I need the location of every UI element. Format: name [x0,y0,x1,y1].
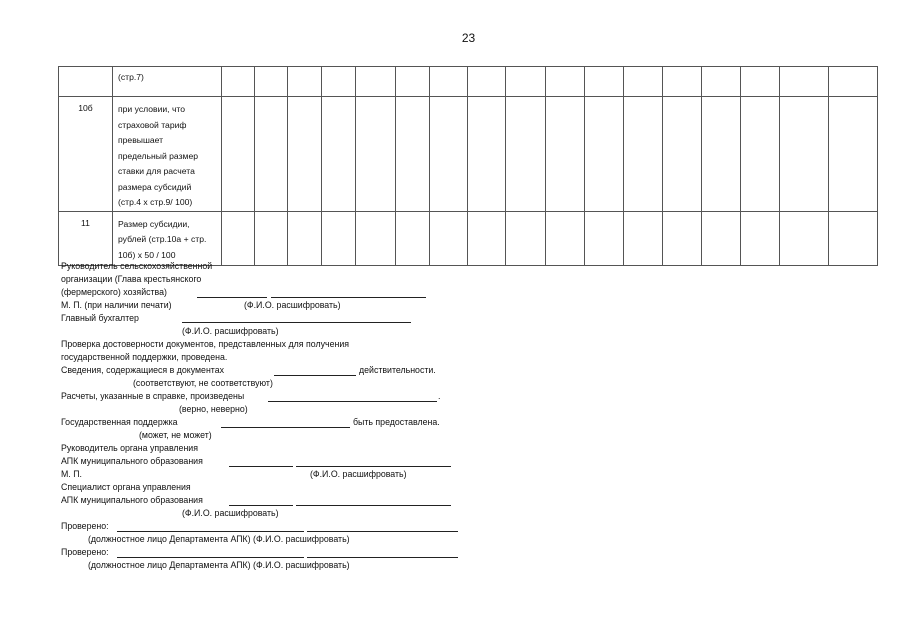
support-line[interactable] [221,427,350,428]
apk-head-fio-hint: (Ф.И.О. расшифровать) [310,469,407,479]
row-number: 10б [59,97,113,212]
head-label-2: организации (Глава крестьянского [61,274,202,284]
row-number: 11 [59,211,113,265]
head-signature-line[interactable] [197,297,267,298]
checked-name-line-2[interactable] [307,557,458,558]
subsidy-table [58,66,878,266]
page-number: 23 [461,31,476,45]
head-name-line[interactable] [271,297,426,298]
apk-head-label-2: АПК муниципального образования [61,456,203,466]
checked-hint-2: (должностное лицо Департамента АПК) (Ф.И.О. расшифровать) [88,560,350,570]
calc-line[interactable] [268,401,437,402]
head-stamp-label: М. П. (при наличии печати) [61,300,172,310]
apk-head-label-1: Руководитель органа управления [61,443,198,453]
checked-label-2: Проверено: [61,547,109,557]
row-text: при условии, что страховой тариф превышает предельный размер ставки для расчета размера субсидий (стр.4 x стр.9/ 100) [113,97,222,212]
row-number [59,67,113,97]
apk-head-signature-line[interactable] [229,466,293,467]
calc-prefix: Расчеты, указанные в справке, произведены [61,391,245,401]
info-suffix: действительности. [359,365,436,375]
specialist-name-line[interactable] [296,505,451,506]
info-hint: (соответствуют, не соответствуют) [133,378,273,388]
head-label-3: (фермерского) хозяйства) [61,287,167,297]
specialist-signature-line[interactable] [229,505,293,506]
apk-stamp-label: М. П. [61,469,82,479]
accountant-label: Главный бухгалтер [61,313,139,323]
support-suffix: быть предоставлена. [353,417,440,427]
checked-name-line-1[interactable] [307,531,458,532]
row-text: (стр.7) [113,67,222,97]
info-line[interactable] [274,375,356,376]
calc-suffix: . [438,391,441,401]
table-row [59,67,878,97]
apk-head-name-line[interactable] [296,466,451,467]
checked-label-1: Проверено: [61,521,109,531]
support-hint: (может, не может) [139,430,212,440]
table-row [59,97,878,212]
table-row [59,211,878,265]
accountant-fio-hint: (Ф.И.О. расшифровать) [182,326,279,336]
check-text-2: государственной поддержки, проведена. [61,352,228,362]
calc-hint: (верно, неверно) [179,404,248,414]
head-fio-hint: (Ф.И.О. расшифровать) [244,300,341,310]
checked-position-line-1[interactable] [117,531,304,532]
checked-position-line-2[interactable] [117,557,304,558]
support-prefix: Государственная поддержка [61,417,178,427]
check-text-1: Проверка достоверности документов, представленных для получения [61,339,350,349]
specialist-label-1: Специалист органа управления [61,482,191,492]
info-prefix: Сведения, содержащиеся в документах [61,365,225,375]
specialist-fio-hint: (Ф.И.О. расшифровать) [182,508,279,518]
accountant-line[interactable] [182,322,411,323]
specialist-label-2: АПК муниципального образования [61,495,203,505]
head-label-1: Руководитель сельскохозяйственной [61,261,213,271]
checked-hint-1: (должностное лицо Департамента АПК) (Ф.И.О. расшифровать) [88,534,350,544]
row-text: Размер субсидии, рублей (стр.10а + стр. 10б) x 50 / 100 [113,211,222,265]
